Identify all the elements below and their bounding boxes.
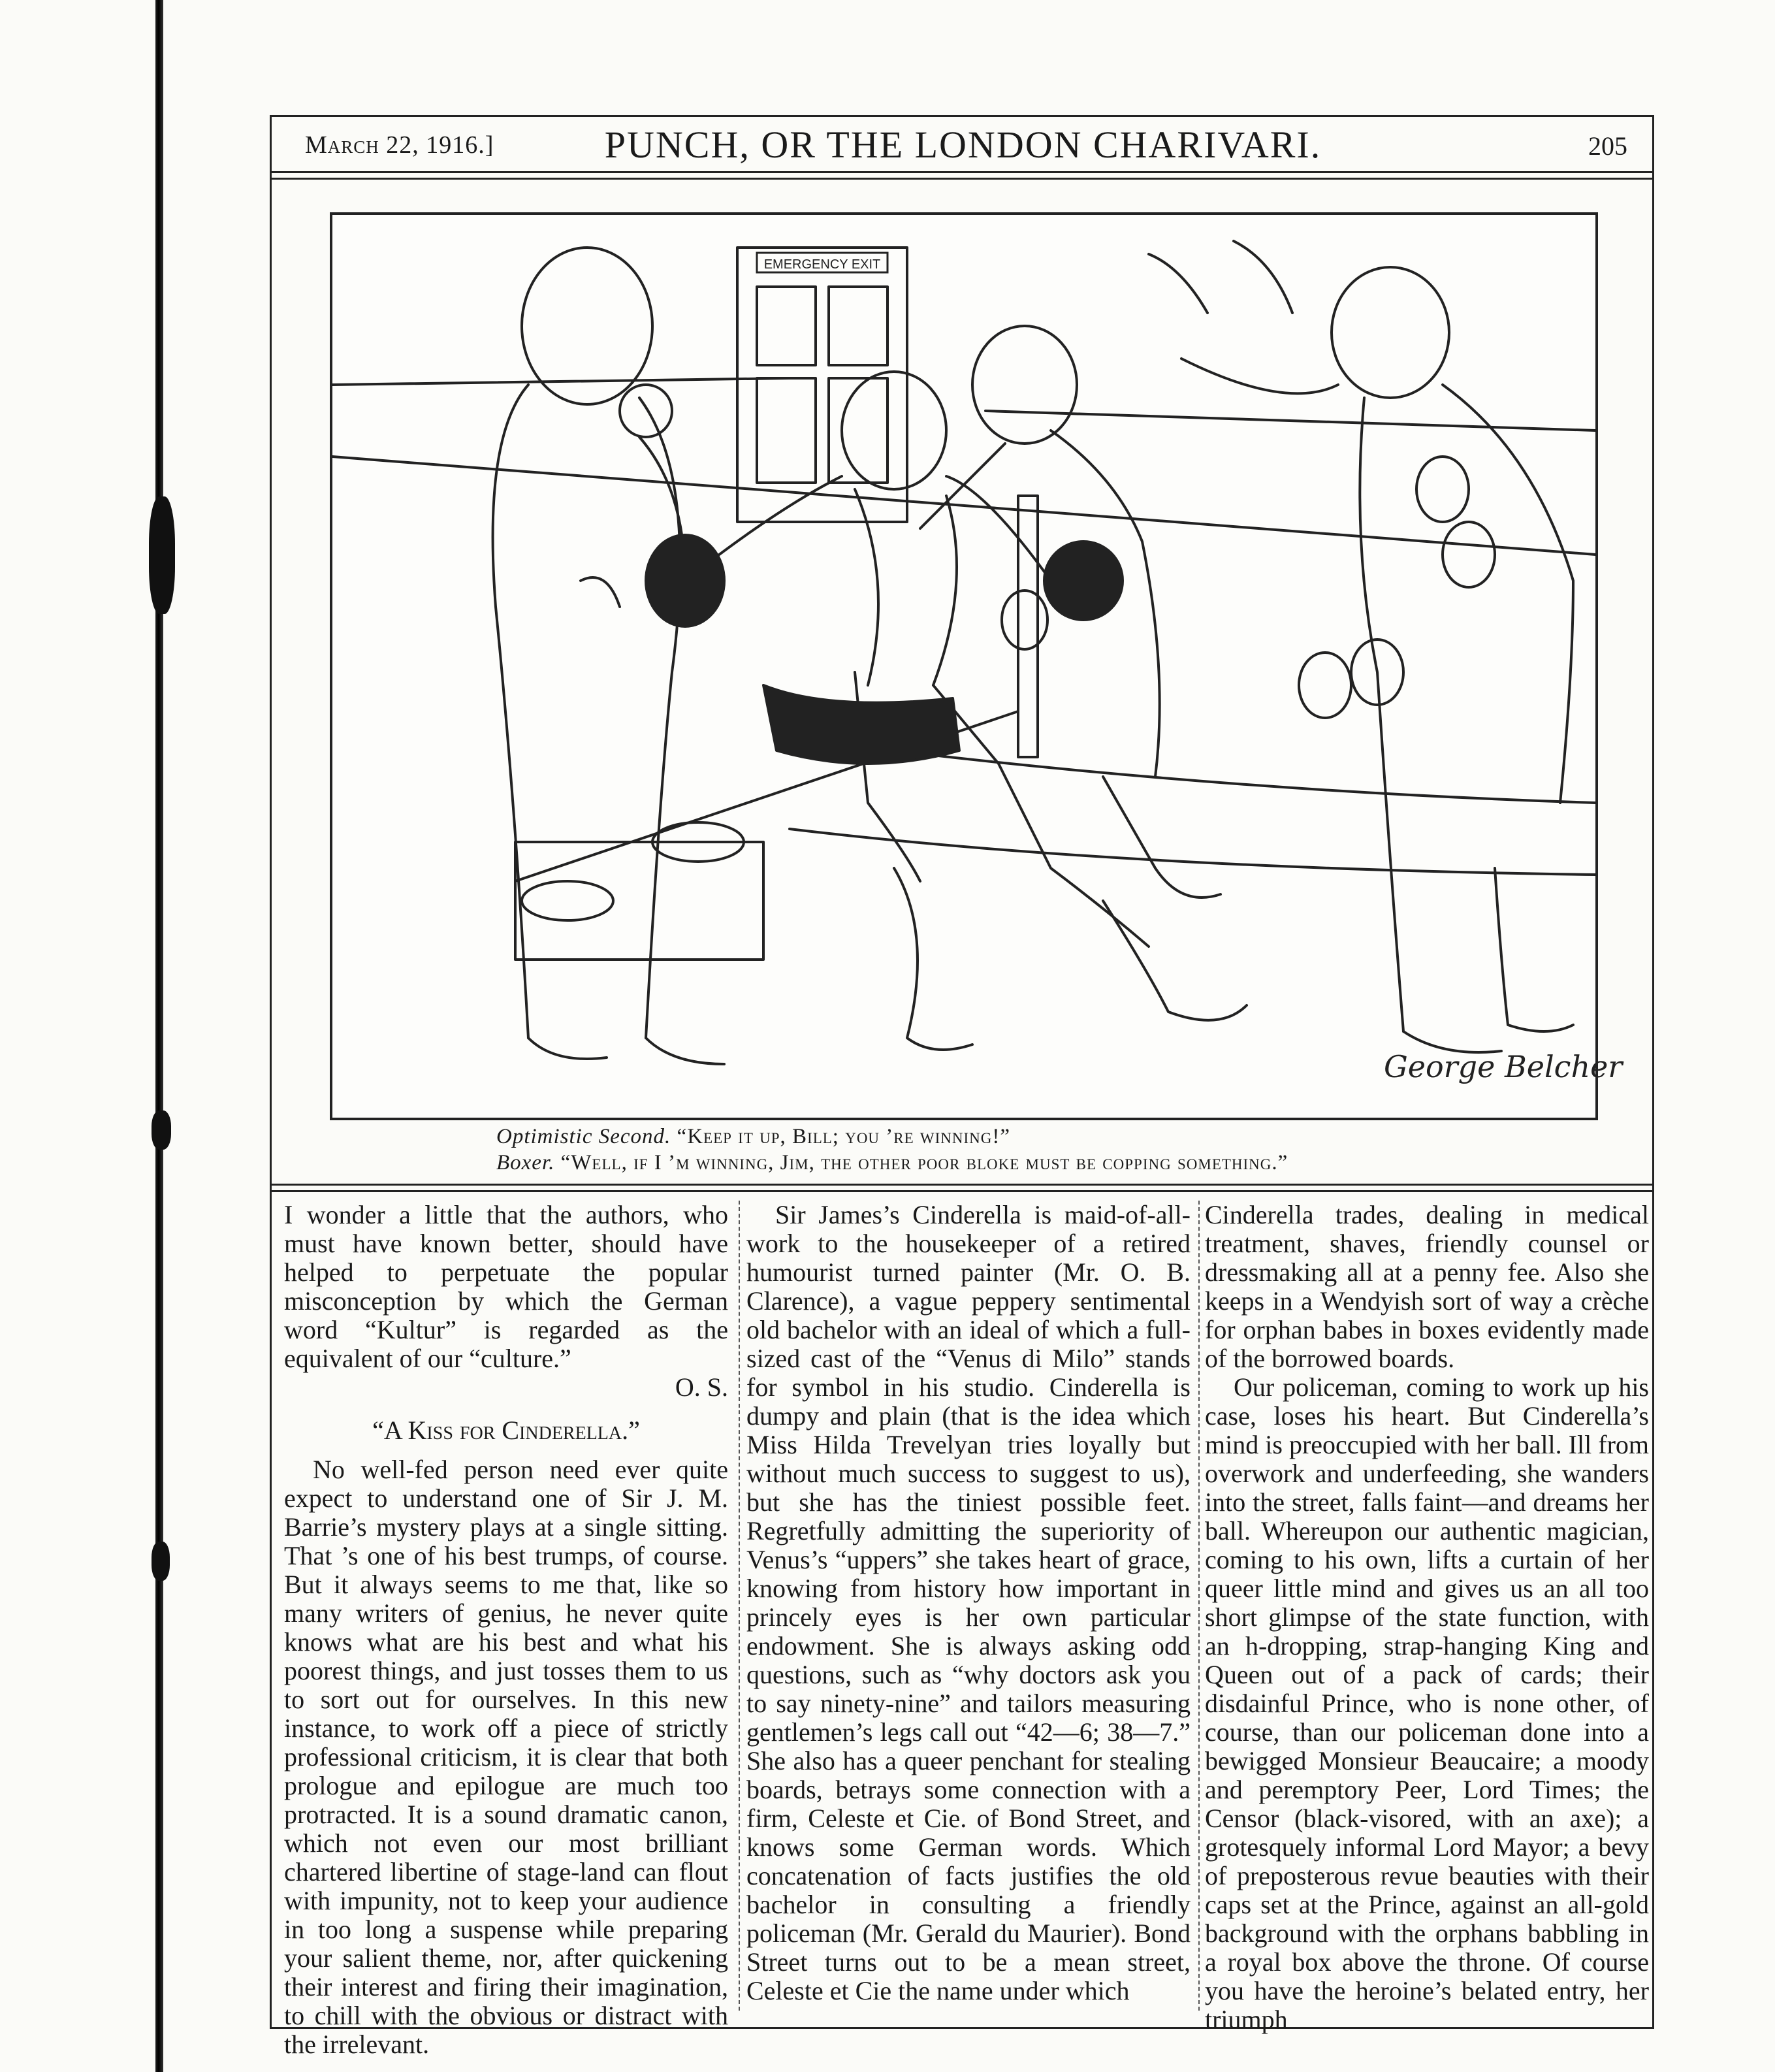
boxing-ring-drawing: [332, 215, 1623, 1118]
scan-ink-blot: [152, 1542, 170, 1581]
page-number: 205: [1588, 131, 1627, 161]
issue-date: March 22, 1916.]: [305, 131, 494, 159]
caption-speaker: Boxer.: [496, 1151, 555, 1174]
caption-line-1: [496, 1125, 1620, 1149]
paragraph: No well-fed person need ever quite expect to understand one of Sir J. M. Barrie’s mystery plays at a single sitting. That ’s one of his best trumps, of course. But it always seems to me that, like so many writers of genius, he never quite knows what are his best and what his poorest things, and just tosses them to us to sort out for ourselves. In this new instance, to work off a piece of strictly professional criticism, it is clear that both prologue and epilogue are much too protracted. It is a sound dramatic canon, which not even our most brilliant chartered libertine of stage-land can flout with impunity, not to keep your audience in too long a suspense while preparing your salient theme, nor, after quickening their interest and firing their imagination, to chill with the obvious or distract with the irrelevant.: [284, 1455, 728, 2059]
paragraph: Cinderella trades, dealing in medical treatment, shaves, friendly counsel or dressmaking all at a penny fee. Also she keeps in a Wendyish sort of way a crèche for orphan babes in boxes evidently made of the borrowed boards.: [1205, 1200, 1649, 1373]
paragraph: Sir James’s Cinderella is maid-of-all-work to the housekeeper of a retired humourist turned painter (Mr. O. B. Clarence), a vague peppery sentimental old bachelor with an ideal of which a full-sized cast of the “Venus di Milo” stands for symbol in his studio. Cinderella is dumpy and plain (that is the idea which Miss Hilda Trevelyan tries loyally but without much success to suggest to us), but she has the tiniest possible feet. Regretfully admitting the superiority of Venus’s “uppers” she takes heart of grace, knowing from history how important in princely eyes is her own particular endowment. She is always asking odd questions, such as “why doctors ask you to say ninety-nine” and tailors measuring gentlemen’s legs call out “42—6; 38—7.” She also has a queer penchant for stealing boards, betrays some connection with a firm, Celeste et Cie. of Bond Street, and knows some German words. Which concatenation of facts justifies the old bachelor in consulting a friendly policeman (Mr. Gerald du Maurier). Bond Street turns out to be a mean street, Celeste et Cie the name under which: [746, 1200, 1191, 2005]
cartoon-illustration: [330, 212, 1623, 1120]
caption-rule: [270, 1184, 1654, 1186]
paragraph: I wonder a little that the authors, who must have known better, should have helped to perpetuate the popular misconception by which the German word “Kultur” is regarded as the equivalent of our “culture.”: [284, 1200, 728, 1373]
column-rule: [739, 1201, 740, 2011]
caption-rule-double: [270, 1190, 1654, 1192]
running-header: [292, 123, 1634, 169]
caption-line-2: [496, 1151, 1620, 1175]
author-initials: O. S.: [675, 1372, 728, 1402]
text-column-3: [1205, 1200, 1649, 2034]
paragraph: Our policeman, coming to work up his case, loses his heart. But Cinderella’s mind is preoccupied with her ball. Ill from overwork and underfeeding, she wanders into the street, falls faint—and dreams her ball. Whereupon our authentic magician, coming to his own, lifts a curtain of her queer little mind and gives us an all too short glimpse of the state function, with an h-dropping, strap-hanging King and Queen out of a pack of cards; their disdainful Prince, who is none other, of course, than our policeman done into a bewigged Monsieur Beaucaire; a moody and peremptory Peer, Lord Times; the Censor (black-visored, with an axe); a grotesquely informal Lord Mayor; a bevy of preposterous revue beauties with their caps set at the Prince, against an all-gold background with the orphans babbling in a royal box above the throne. Of course you have the heroine’s belated entry, her triumph: [1205, 1372, 1649, 2034]
caption-speech: “Well, if I ’m winning, Jim, the other poor bloke must be copping something.”: [560, 1151, 1288, 1174]
text-column-2: [746, 1201, 1191, 2017]
header-rule: [270, 171, 1654, 173]
scan-ink-blot: [152, 1110, 171, 1150]
scan-ink-blot: [149, 496, 175, 614]
review-heading: “A Kiss for Cinderella.”: [372, 1416, 640, 1445]
scan-binding-edge: [155, 0, 163, 2072]
text-column-1: [284, 1200, 728, 2059]
column-rule: [1198, 1201, 1200, 2011]
caption-speech: “Keep it up, Bill; you ’re winning!”: [677, 1125, 1011, 1148]
caption-speaker: Optimistic Second.: [496, 1125, 671, 1148]
artist-signature: George Belcher: [1384, 1049, 1623, 1084]
magazine-title: PUNCH, OR THE LONDON CHARIVARI.: [604, 123, 1322, 166]
emergency-exit-sign: EMERGENCY EXIT: [763, 257, 881, 272]
header-rule-double: [270, 178, 1654, 180]
